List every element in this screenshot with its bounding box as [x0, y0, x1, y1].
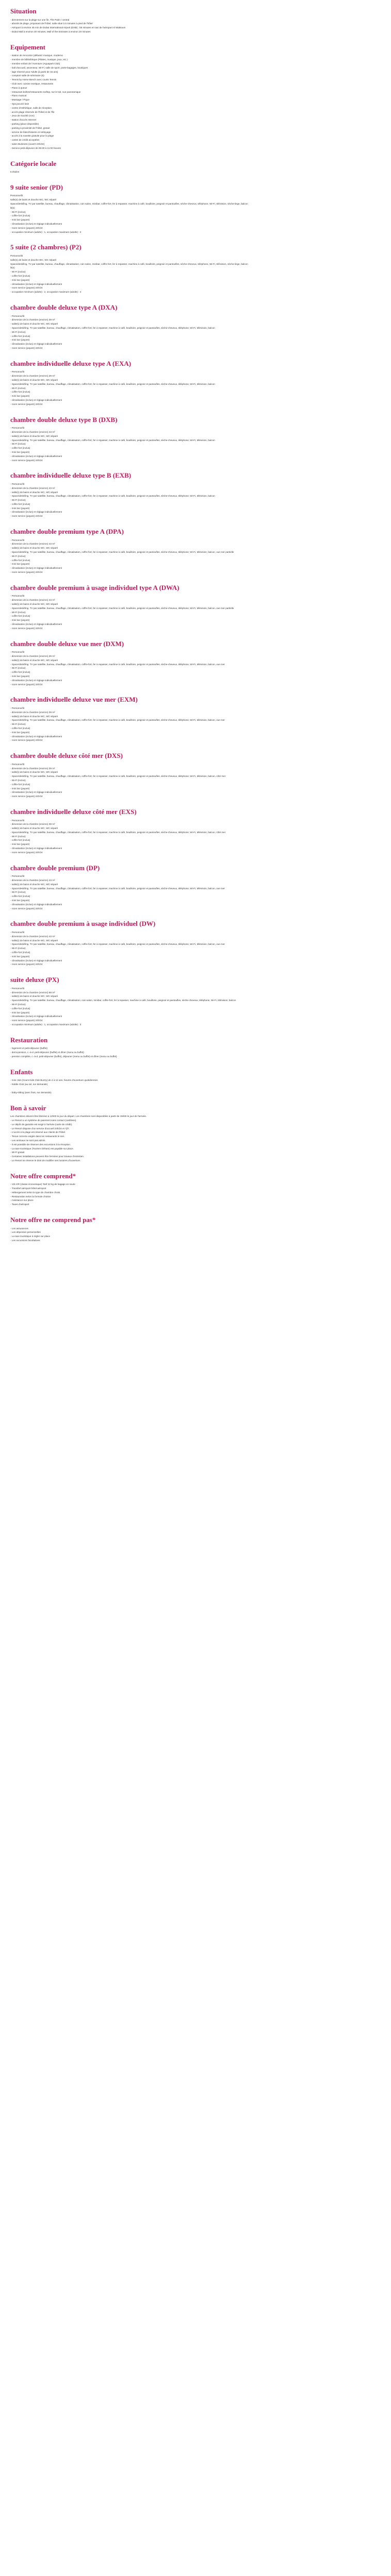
text-line: - salle(s) de bains et douche WC, WC séparé	[10, 827, 58, 830]
text-line: - Space/desk/ling. TV par satellite, bureau, chauffage, climatisation, coffre-fort, fer à repasser, machine à café, bouilloire, peignoir et pantoufles, sèche-cheveux, téléphone, Wi-Fi, télévision, balcon	[10, 327, 215, 329]
text-line: - salle(s) de bains et douche WC, WC séparé	[10, 995, 58, 998]
text-line: - Wi-Fi (inclus)	[10, 386, 26, 389]
text-line: - Massage / Pique	[10, 98, 30, 101]
section	[10, 1172, 381, 1207]
section-heading: chambre individuelle deluxe type B (EXB)	[10, 471, 132, 480]
text-line: - mini club (Cours Kids Club Buzzy) de 4 à 12 ans, heures d'ouverture quotidiennes	[10, 1079, 98, 1082]
text-line: - dimension de la chambre (environ) 39 m²	[10, 823, 55, 826]
text-line: - mini bar (payant)	[10, 450, 30, 453]
section-heading: suite deluxe (PX)	[10, 976, 59, 984]
text-line: - dimension de la chambre (environ) 39 m²	[10, 375, 55, 378]
section-body	[10, 482, 381, 518]
text-line: - mini bar (payant)	[10, 674, 30, 677]
text-line: - Personne/lit	[10, 706, 25, 709]
document-page	[0, 0, 391, 1262]
text-line: - Space/desk/ling. TV par satellite, bureau, chauffage, climatisation, coffre-fort, fer à repasser, machine à café, bouilloire, peignoir et pantoufles, sèche-cheveux, téléphone, Wi-Fi, télévision, balcon	[10, 382, 215, 385]
text-line: - centre d'esthétique, salle de réception	[10, 106, 52, 109]
text-line: - restaurant boîtes/restaurants rooftop, sur le toit, vue panoramique	[10, 90, 81, 93]
section-heading: chambre individuelle deluxe côté mer (EXS)	[10, 807, 137, 816]
text-line: - Space/desk/ling. TV par satellite, bureau, chauffage, climatisation, coffre-fort, fer à repasser, machine à café, bouilloire, peignoir et pantoufles, sèche-cheveux, téléphone, Wi-Fi, télévision, balcon, côté mer	[10, 775, 226, 778]
section-body	[10, 650, 381, 686]
text-line: - salle(s) de bains et douche WC, WC séparé	[10, 378, 58, 381]
section-body	[10, 1227, 381, 1243]
text-line: - station d'accès Internet	[10, 118, 36, 122]
text-line: - coffre-fort (inclus)	[10, 391, 30, 394]
section	[10, 1104, 381, 1163]
section-body	[10, 254, 381, 294]
text-line: - mini bar (payant)	[10, 843, 30, 846]
text-line: - coffre-fort (inclus)	[10, 839, 30, 842]
text-line: - coffre-fort (inclus)	[10, 214, 30, 217]
text-line: - dimension de la chambre (environ) 43 m²	[10, 486, 55, 489]
section-body	[10, 1046, 381, 1058]
text-line: - coffre-fort (inclus)	[10, 783, 30, 786]
text-line: - dimension de la chambre (environ) 39 m²	[10, 318, 55, 321]
text-line: - Il est possible de réserver des excursions à la réception.	[10, 1143, 71, 1146]
text-line: - Wi-Fi (inclus)	[10, 443, 26, 446]
section	[10, 416, 381, 463]
section	[10, 303, 381, 350]
text-line: - climatisation (inclus) et réglage individuellement	[10, 1015, 62, 1018]
text-line: - Wi-Fi (inclus)	[10, 1003, 26, 1006]
text-line: - coffre-fort (inclus)	[10, 447, 30, 450]
text-line: - dimension de la chambre (environ) 68 m²	[10, 991, 55, 994]
text-line: - Space/desk/ling. TV par satellite, bureau, chauffage, climatisation, coffre-fort, fer à repasser, machine à café, bouilloire, peignoir et pantoufles, sèche-cheveux, téléphone, Wi-Fi, télévision, balcon, côté mer	[10, 831, 226, 834]
text-line: - room service (payant) 24h/24	[10, 683, 43, 686]
text-line: - accès plage réservée de l'hôtel et de l'île	[10, 110, 55, 113]
text-line: - Personne/lit	[10, 538, 25, 541]
text-line: - mini bar (payant)	[10, 787, 30, 790]
text-line: - salle(s) de bains et douche WC, WC séparé	[10, 547, 58, 550]
section	[10, 920, 381, 967]
section-body	[10, 874, 381, 910]
section-heading: Situation	[10, 7, 37, 15]
section	[10, 752, 381, 799]
section-heading: chambre individuelle deluxe vue mer (EXM)	[10, 696, 138, 704]
text-line: Les chambres doivent être libérées à 12h00 le jour du départ. Les chambres sont disponibles à partir de 15h00 le jour de l'arrivée.	[10, 1115, 147, 1118]
section	[10, 7, 381, 34]
text-line: - occupation minimum (adulte) : 2, occupation maximum (adulte) : 4	[10, 291, 82, 294]
text-line: Space/desk/ling. TV par satellite, bureau, chauffage, climatisation, coin salon, minibar, coffre-fort, fer à repasser, machine à café, bouilloire, peignoir et pantoufles, sèche-cheveux, téléphone, Wi-Fi, télévision, sèche-linge, balcon	[10, 202, 248, 206]
text-line: - Space/desk/ling. TV par satellite, bureau, chauffage, climatisation, coffre-fort, fer à repasser, machine à café, bouilloire, peignoir et pantoufles, sèche-cheveux, téléphone, Wi-Fi, télévision, balcon, vue mer partielle	[10, 606, 234, 609]
text-line: - Le Resort a un système de paiement sans contact (cashless).	[10, 1118, 77, 1122]
text-line: - Personne/lit	[10, 931, 25, 934]
text-line: - Service petit déjeuner de 06:30 à 11:00 heures	[10, 146, 61, 149]
text-line: - mini bar (payant)	[10, 955, 30, 958]
text-line: - cartes de crédit acceptées	[10, 139, 40, 142]
section	[10, 1216, 381, 1243]
section-body	[10, 54, 381, 150]
text-line: - dimension de la chambre (environ) 39 m²	[10, 710, 55, 714]
text-line: - climatisation (inclus) et réglage individuellement	[10, 791, 62, 794]
text-line: - Piano musical	[10, 94, 27, 97]
text-line: - Taxes d'aéroport	[10, 1203, 29, 1206]
section-body	[10, 314, 381, 350]
section	[10, 864, 381, 911]
text-line: - salle(s) de bains et douche WC, WC séparé	[10, 883, 58, 886]
section-body	[10, 1078, 381, 1094]
text-line: - Tenue correcte exigée dans les restaurants le soir.	[10, 1135, 65, 1138]
text-line: - salle(s) de bains et douche WC, WC séparé	[10, 658, 58, 662]
text-line: - Le Resort se réserve le droit de modifier ses horaires d'ouverture.	[10, 1159, 81, 1162]
text-line: - Dubai Mall à environ 30 minutes, Mall of the Emirates à environ 20 minutes	[10, 30, 91, 33]
text-line: - membre de bibliothèque (Pilates, musique, jeux, etc.)	[10, 58, 68, 61]
text-line: lit(s)	[10, 266, 15, 269]
text-line: - demi-pension, c.-à-d. petit-déjeuner (buffet) et dîner (menu ou buffet)	[10, 1051, 84, 1054]
text-line: - room service (payant) 24h/24	[10, 963, 43, 966]
section-heading: chambre double premium type A (DPA)	[10, 528, 124, 536]
section-body	[10, 1182, 381, 1207]
section-body	[10, 370, 381, 406]
text-line: - coffre-fort (inclus)	[10, 951, 30, 954]
text-line: - Piano à queue	[10, 86, 27, 89]
text-line: salle(s) de bains et douche WC, WC séparé	[10, 258, 57, 261]
text-line: - Personne/lit	[10, 482, 25, 485]
text-line: - room service (payant) 24h/24	[10, 226, 43, 229]
text-line: - salle(s) de bains et douche WC, WC séparé	[10, 490, 58, 494]
text-line: - mini bar (payant)	[10, 1011, 30, 1014]
text-line: - parking à proximité de l'hôtel, gratuit	[10, 126, 50, 129]
text-line: - coffre-fort (inclus)	[10, 615, 30, 618]
section	[10, 243, 381, 294]
text-line: - coffre-fort (inclus)	[10, 895, 30, 898]
section-heading: chambre double deluxe type B (DXB)	[10, 415, 118, 423]
text-line: - room service (payant) 24h/24	[10, 851, 43, 854]
text-line: - Wi-Fi (inclus)	[10, 947, 26, 950]
text-line: - dimension de la chambre (environ) 43 m²	[10, 543, 55, 546]
text-line: - coffre-fort (inclus)	[10, 671, 30, 674]
text-line: - abords de plage, proposant de l'hôtel, salle situé à 5 minutes à pied de l'hôtel	[10, 22, 93, 25]
text-line: - Kiddie Club (au sol, sur demande)	[10, 1083, 48, 1086]
section-body	[10, 18, 381, 34]
text-line: - coffre-fort (inclus)	[10, 502, 30, 505]
section	[10, 976, 381, 1027]
text-line: - Wi-Fi (inclus)	[10, 835, 26, 838]
text-line: - logement et petit-déjeuner (buffet)	[10, 1047, 47, 1050]
section-body	[10, 1114, 381, 1163]
text-line: - Personne/lit	[10, 595, 25, 598]
text-line: - service de blanchisserie et nettoyage	[10, 130, 51, 133]
text-line: - Personne/lit	[10, 762, 25, 766]
text-line: Space/desk/ling. TV par satellite, bureau, chauffage, climatisation, coin salon, minibar, coffre-fort, fer à repasser, machine à café, bouilloire, peignoir et pantoufles, sèche-cheveux, téléphone, Wi-Fi, télévision, sèche-linge, balcon	[10, 262, 248, 265]
text-line: - station de rencontre (débutez musique, moderne	[10, 54, 63, 57]
section	[10, 1068, 381, 1095]
text-line: - Personne/lit	[10, 819, 25, 822]
text-line: - climatisation (inclus) et réglage individuellement	[10, 903, 62, 906]
text-line: - Assistance sur place	[10, 1199, 34, 1202]
text-line: - mini bar (payant)	[10, 278, 30, 281]
text-line: - room service (payant) 24h/24	[10, 795, 43, 798]
text-line: - Wi-Fi (inclus)	[10, 270, 26, 274]
text-line: - Personne/lit	[10, 314, 25, 317]
text-line: - coffre-fort (inclus)	[10, 1007, 30, 1010]
text-line: - room service (payant) 24h/24	[10, 626, 43, 630]
text-line: - dimension de la chambre (environ) 39 m²	[10, 655, 55, 657]
section-heading: Notre offre comprend*	[10, 1172, 76, 1180]
text-line: - mini bar (payant)	[10, 731, 30, 734]
text-line: - Le Resort dispose d'un service d'accueil 24h/24 et 7j/7.	[10, 1127, 70, 1130]
section-body	[10, 930, 381, 967]
text-line: - salon Business (ouvert 24h/24)	[10, 142, 45, 145]
text-line: - salle(s) de bains et douche WC, WC séparé	[10, 715, 58, 718]
text-line: - Tennis by Home Bench avec courts Tennis	[10, 78, 57, 81]
text-line: - Jeux de société (non)	[10, 114, 35, 117]
text-line: - room service (payant) 24h/24	[10, 907, 43, 910]
text-line: - Personne/lit	[10, 651, 25, 654]
text-line: - baby-sitting (avec frais, sur demande)	[10, 1091, 52, 1094]
text-line: - mini bar (payant)	[10, 899, 30, 902]
text-line: - dimension de la chambre (environ) 43 m²	[10, 879, 55, 882]
text-line: - room service (payant) 24h/24	[10, 1019, 43, 1022]
text-line: - Les assurances	[10, 1227, 28, 1230]
text-line: - salle(s) de bains et douche WC, WC séparé	[10, 603, 58, 606]
text-line: - Les animaux ne sont pas admis.	[10, 1139, 46, 1142]
section-heading: chambre double deluxe type A (DXA)	[10, 303, 118, 312]
section-heading: chambre double premium à usage individuel (DW)	[10, 920, 156, 928]
text-line: - pension complète, c.-à-d. petit-déjeuner (buffet), déjeuner (menu ou buffet) et dîner (menu ou buffet)	[10, 1055, 117, 1058]
text-line: - Wi-Fi (inclus)	[10, 667, 26, 670]
text-line: Personne/lit	[10, 255, 23, 258]
section-heading: chambre double premium (DP)	[10, 863, 100, 872]
text-line: Personne/lit	[10, 194, 23, 197]
section-heading: 5 suite (2 chambres) (P2)	[10, 243, 82, 251]
text-line: - accès à la navette gratuite pour la plage	[10, 134, 54, 138]
text-line: - climatisation (inclus) et réglage individuellement	[10, 735, 62, 738]
text-line: - climatisation (inclus) et réglage individuellement	[10, 282, 62, 285]
text-line: - room service (payant) 24h/24	[10, 571, 43, 574]
section-body	[10, 426, 381, 462]
text-line: - Space/desk/ling. TV par satellite, bureau, chauffage, climatisation, coffre-fort, fer à repasser, machine à café, bouilloire, peignoir et pantoufles, sèche-cheveux, téléphone, Wi-Fi, télévision, balcon	[10, 438, 215, 442]
text-line: - room service (payant) 24h/24	[10, 286, 43, 290]
text-line: - directement sur la plage sur une île, The Palm / central	[10, 18, 70, 21]
text-line: - climatisation (inclus) et réglage individuellement	[10, 223, 62, 226]
text-line: - Club avec cuisine exotique, restaurants	[10, 82, 53, 85]
text-line: - Wi-Fi (inclus)	[10, 330, 26, 333]
text-line: - L'accès à la plage est réservé aux clients de l'hôtel.	[10, 1131, 66, 1134]
text-line: - occupation minimum (adulte) : 1, occupation maximum (adulte) : 2	[10, 230, 82, 233]
section-body	[10, 538, 381, 574]
section-heading: chambre individuelle deluxe type A (EXA)	[10, 359, 132, 367]
text-line: - salle(s) de bains et douche WC, WC séparé	[10, 434, 58, 437]
section-body	[10, 706, 381, 742]
text-line: - Wi-Fi (inclus)	[10, 723, 26, 726]
section-body	[10, 819, 381, 855]
text-line: - lage réservé pour Adults (à partir de 16 ans)	[10, 70, 58, 73]
text-line: - salle(s) de bains et douche WC, WC séparé	[10, 939, 58, 942]
text-line: - climatisation (inclus) et réglage individuellement	[10, 511, 62, 514]
text-line: - coffre-fort (inclus)	[10, 726, 30, 730]
section	[10, 43, 381, 150]
text-line: - climatisation (inclus) et réglage individuellement	[10, 847, 62, 850]
text-line: - Les dépenses personnelles	[10, 1231, 41, 1234]
text-line: - Certaines installations peuvent être fermées pour travaux d'entretien.	[10, 1155, 85, 1158]
text-line: - Space/desk/ling. TV par satellite, bureau, chauffage, climatisation, coin salon, minibar, coffre-fort, fer à repasser, machine à café, bouilloire, peignoir et pantoufles, sèche-cheveux, téléphone, Wi-Fi, télévision, balcon	[10, 999, 236, 1002]
text-line: - Wi-Fi (inclus)	[10, 210, 26, 213]
text-line: - parking (place disponible)	[10, 122, 39, 125]
text-line: - Wi-Fi (inclus)	[10, 554, 26, 557]
section-heading: 9 suite senior (PD)	[10, 183, 63, 191]
text-line: - dimension de la chambre (environ) 43 m²	[10, 430, 55, 433]
text-line: - Wi-Fi (inclus)	[10, 611, 26, 614]
section-heading: Bon à savoir	[10, 1104, 46, 1112]
section-heading: Equipement	[10, 43, 45, 51]
text-line: - Wi-Fi (inclus)	[10, 499, 26, 502]
section-heading: chambre double deluxe vue mer (DXM)	[10, 639, 124, 648]
text-line: - Personne/lit	[10, 427, 25, 430]
section-body	[10, 170, 381, 174]
section	[10, 528, 381, 574]
text-line: - dimension de la chambre (environ) 43 m²	[10, 935, 55, 938]
text-line: - room service (payant) 24h/24	[10, 346, 43, 349]
section-body	[10, 762, 381, 799]
text-line: - dimension de la chambre (environ) 39 m²	[10, 767, 55, 770]
text-line: - Wi-Fi (inclus)	[10, 778, 26, 782]
text-line: - climatisation (inclus) et réglage individuellement	[10, 454, 62, 457]
section	[10, 471, 381, 518]
text-line: - membre enfant de l'Aventure (Aquapark Club)	[10, 62, 60, 65]
text-line: - climatisation (inclus) et réglage individuellement	[10, 959, 62, 962]
section	[10, 360, 381, 406]
section-body	[10, 594, 381, 630]
text-line: - Personne/lit	[10, 370, 25, 374]
section	[10, 808, 381, 855]
text-line: - mini bar (payant)	[10, 218, 30, 222]
text-line: - coffre-fort (inclus)	[10, 558, 30, 562]
text-line: salle(s) de bains et douche WC, WC séparé	[10, 198, 57, 201]
text-line: - mini bar (payant)	[10, 563, 30, 566]
section	[10, 160, 381, 174]
text-line: - La taxe touristique (Tourism Dirham) est payable sur place.	[10, 1147, 74, 1150]
text-line: - hall d'accueil, ascenseur, Wi-Fi, salle de sport, porte-bagages, boutiques	[10, 66, 88, 69]
text-line: - climatisation (inclus) et réglage individuellement	[10, 679, 62, 682]
text-line: - room service (payant) 24h/24	[10, 459, 43, 462]
text-line: - Hébergement selon le type de chambre choisi	[10, 1191, 60, 1194]
text-line: - Le dépôt de garantie est exigé à l'arrivée (carte de crédit).	[10, 1123, 73, 1126]
text-line: - coffre-fort (inclus)	[10, 334, 30, 337]
text-line: - Wi-Fi (inclus)	[10, 891, 26, 894]
text-line: - mini bar (payant)	[10, 619, 30, 622]
section-heading: chambre double premium à usage individuel type A (DWA)	[10, 583, 180, 591]
text-line: - salle(s) de bains et douche WC, WC séparé	[10, 323, 58, 326]
text-line: - Space/desk/ling. TV par satellite, bureau, chauffage, climatisation, coffre-fort, fer à repasser, machine à café, bouilloire, peignoir et pantoufles, sèche-cheveux, téléphone, Wi-Fi, télévision, balcon, vue mer	[10, 663, 225, 666]
text-line: - mini bar (payant)	[10, 338, 30, 342]
text-line: - Spa jacuzzi bain	[10, 102, 29, 105]
section-heading: Catégorie locale	[10, 159, 57, 167]
text-line: - Les excursions facultatives	[10, 1239, 40, 1242]
text-line: - room service (payant) 24h/24	[10, 739, 43, 742]
text-line: - Space/desk/ling. TV par satellite, bureau, chauffage, climatisation, coffre-fort, fer à repasser, machine à café, bouilloire, peignoir et pantoufles, sèche-cheveux, téléphone, Wi-Fi, télévision, balcon, vue mer	[10, 719, 225, 722]
text-line: - dimension de la chambre (environ) 43 m²	[10, 599, 55, 602]
text-line: - Vol A/R (classe économique) Tarif 22 kg de bagage en soute	[10, 1183, 75, 1186]
text-line: - Space/desk/ling. TV par satellite, bureau, chauffage, climatisation, coffre-fort, fer à repasser, machine à café, bouilloire, peignoir et pantoufles, sèche-cheveux, téléphone, Wi-Fi, télévision, balcon, vue mer	[10, 887, 225, 890]
section	[10, 640, 381, 687]
text-line: - Transfert aéroport-hôtel-aéroport	[10, 1187, 46, 1190]
text-line: - salle(s) de bains et douche WC, WC séparé	[10, 771, 58, 774]
text-line	[10, 1087, 381, 1091]
text-line: - comptoir salle de séminaire (6)	[10, 74, 44, 77]
section-body	[10, 194, 381, 234]
text-line: - room service (payant) 24h/24	[10, 402, 43, 405]
text-line: - occupation minimum (adulte) : 1, occupation maximum (adulte) : 3	[10, 1023, 82, 1026]
text-line: - climatisation (inclus) et réglage individuellement	[10, 398, 62, 401]
text-line: - Space/desk/ling. TV par satellite, bureau, chauffage, climatisation, coffre-fort, fer à repasser, machine à café, bouilloire, peignoir et pantoufles, sèche-cheveux, téléphone, Wi-Fi, télévision, balcon, vue mer	[10, 943, 225, 946]
text-line: - climatisation (inclus) et réglage individuellement	[10, 567, 62, 570]
text-line: 5 étoiles	[10, 171, 20, 174]
section-heading: Restauration	[10, 1036, 48, 1044]
text-line: - Space/desk/ling. TV par satellite, bureau, chauffage, climatisation, coffre-fort, fer à repasser, machine à café, bouilloire, peignoir et pantoufles, sèche-cheveux, téléphone, Wi-Fi, télévision, balcon, vue mer partielle	[10, 551, 234, 554]
text-line: lit(s)	[10, 206, 15, 209]
section	[10, 696, 381, 742]
text-line: - Restauration selon la formule choisie	[10, 1195, 51, 1198]
text-line: - climatisation (inclus) et réglage individuellement	[10, 343, 62, 346]
section-heading: Notre offre ne comprend pas*	[10, 1216, 96, 1224]
section	[10, 584, 381, 631]
text-line: - Space/desk/ling. TV par satellite, bureau, chauffage, climatisation, coffre-fort, fer à repasser, machine à café, bouilloire, peignoir et pantoufles, sèche-cheveux, téléphone, Wi-Fi, télévision, balcon	[10, 495, 215, 498]
section	[10, 1036, 381, 1059]
text-line: - Wi-Fi gratuit	[10, 1151, 25, 1154]
text-line: - La taxe touristique à régler sur place	[10, 1235, 51, 1238]
section-heading: chambre double deluxe côté mer (DXS)	[10, 752, 123, 760]
text-line: - room service (payant) 24h/24	[10, 515, 43, 518]
section-body	[10, 987, 381, 1027]
text-line: - Personne/lit	[10, 987, 25, 990]
text-line: - coffre-fort (inclus)	[10, 275, 30, 278]
text-line: - Personne/lit	[10, 875, 25, 878]
text-line: - mini bar (payant)	[10, 506, 30, 510]
text-line: - climatisation (inclus) et réglage individuellement	[10, 623, 62, 626]
text-line: - mini bar (payant)	[10, 395, 30, 398]
section-heading: Enfants	[10, 1067, 33, 1076]
section	[10, 183, 381, 234]
text-line: - Aéroport à environ 45 min de Dubaï International Airport (DXB) ; 55 minutes en taxi de l'aéroport Al Maktoum	[10, 26, 126, 29]
